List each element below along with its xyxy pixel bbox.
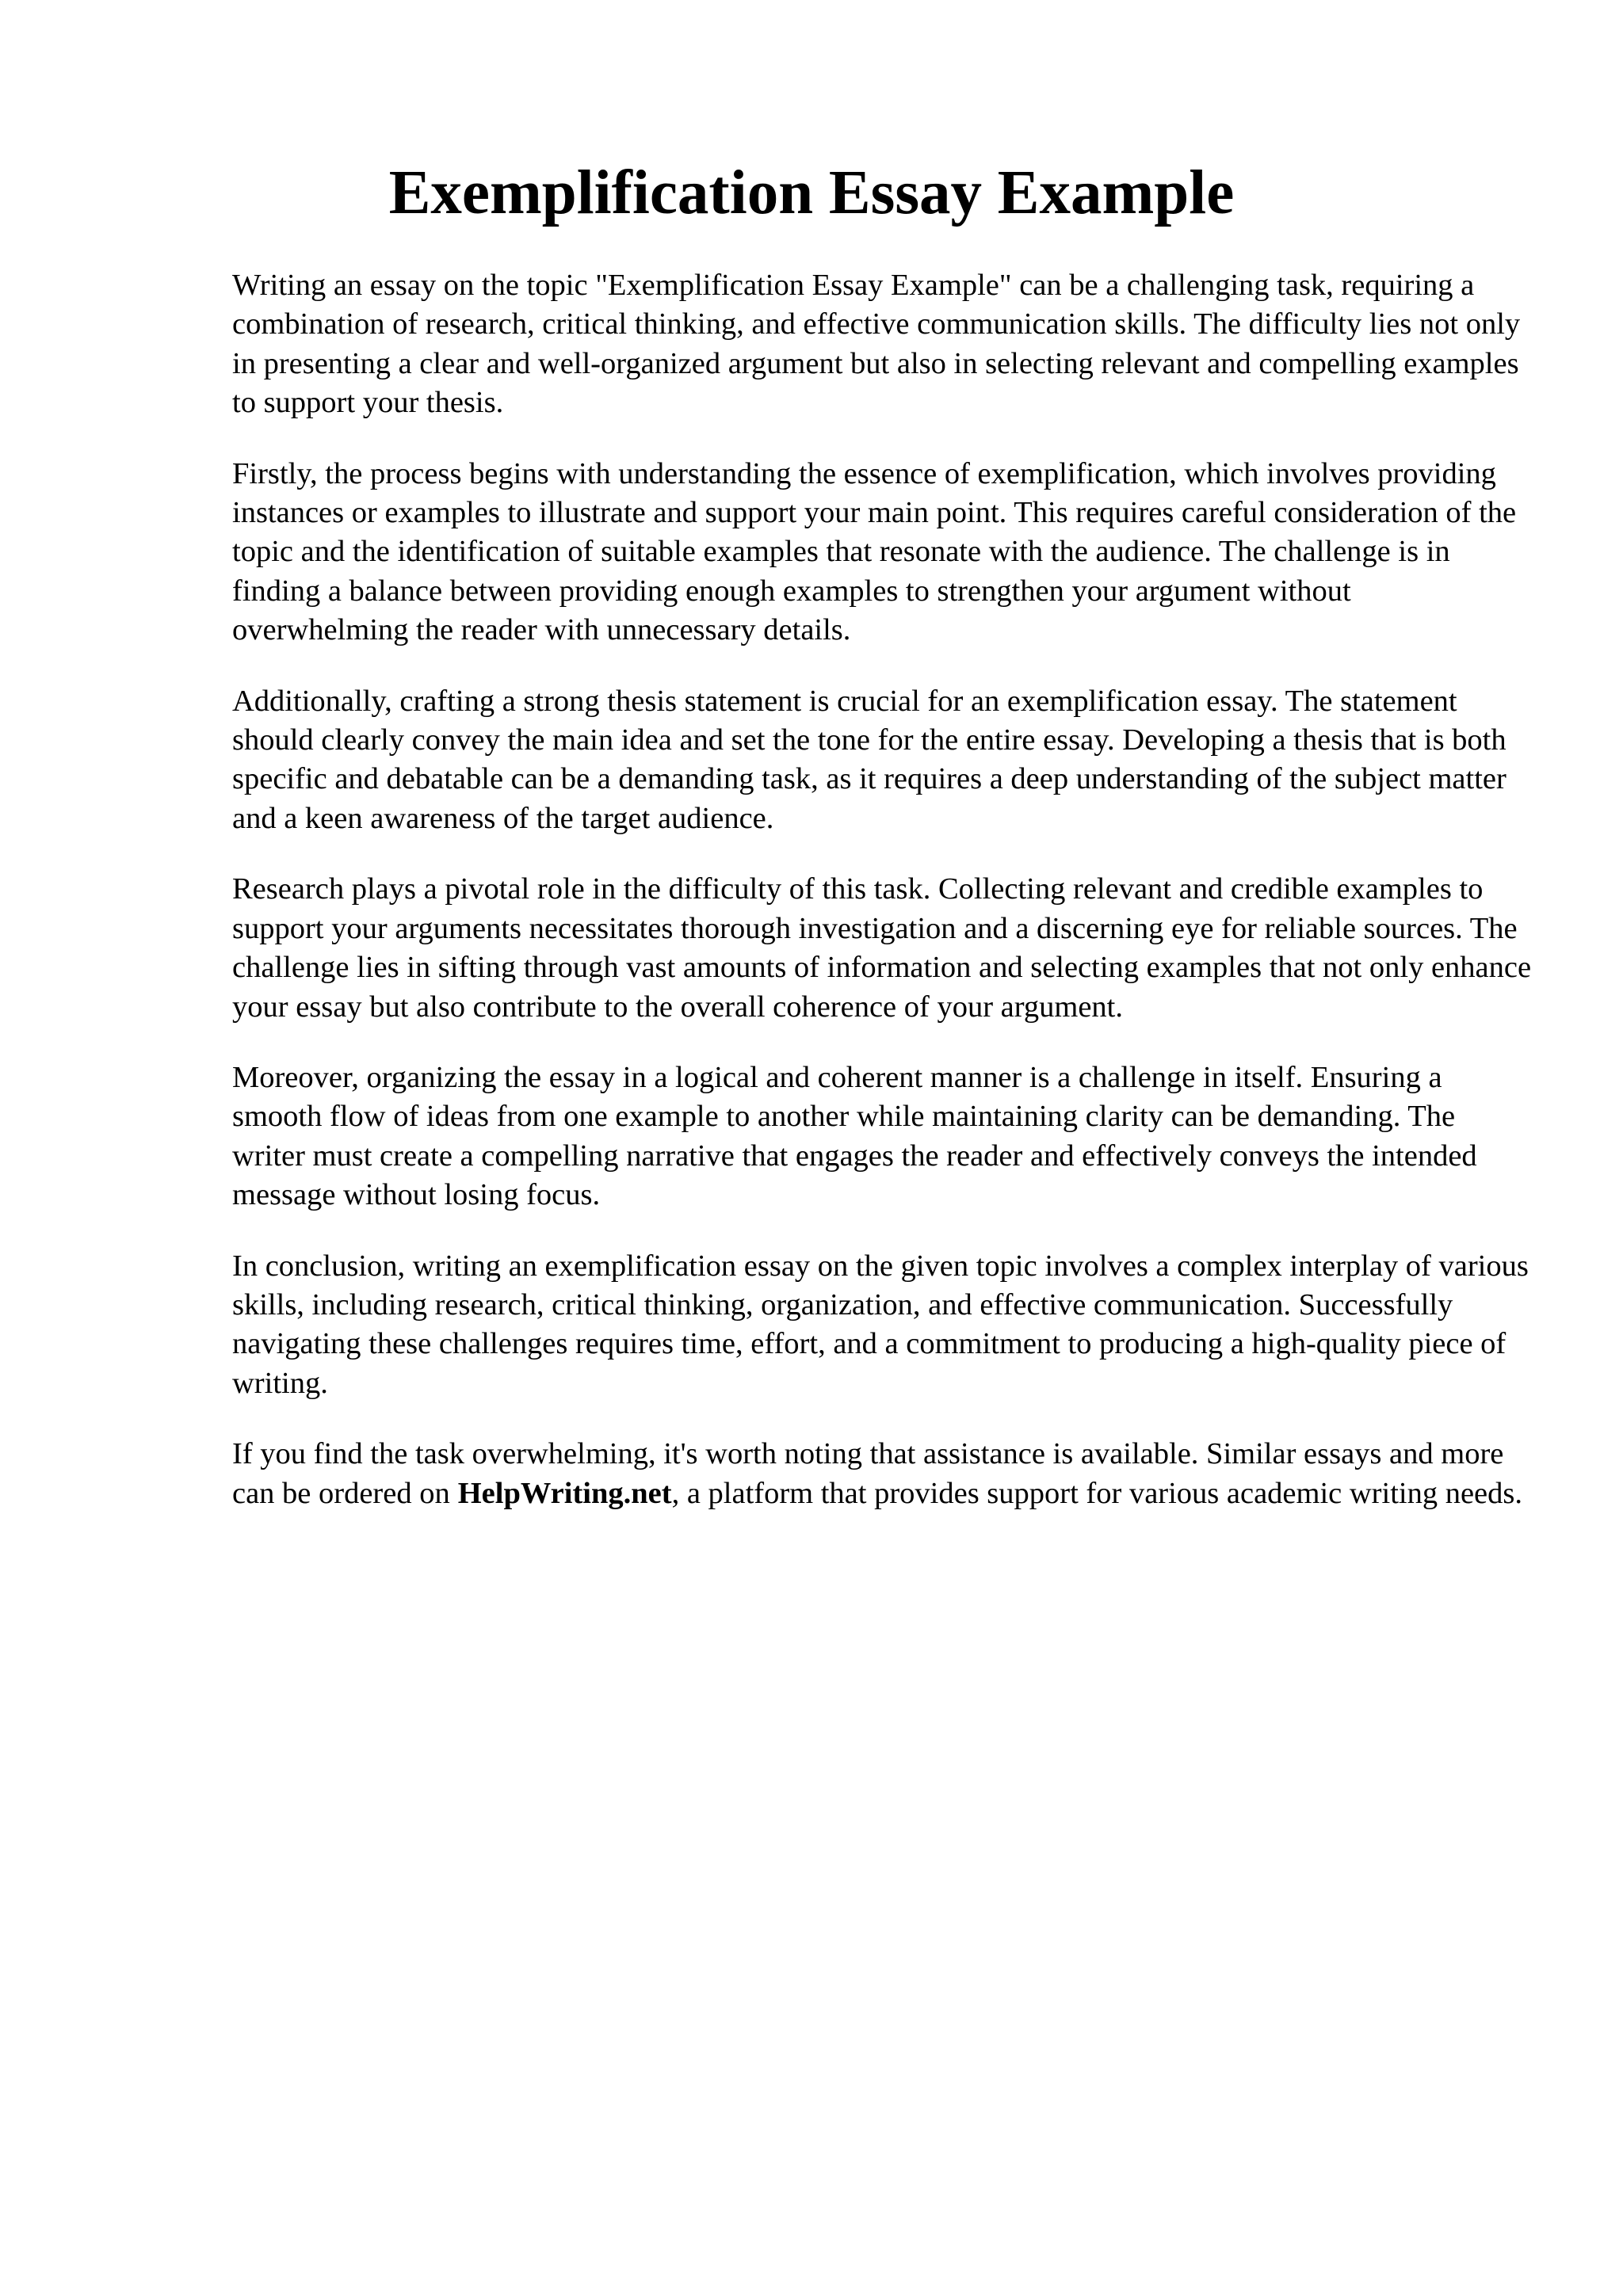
essay-body xyxy=(232,266,1532,1545)
paragraph-moreover: Moreover, organizing the essay in a logical and coherent manner is a challenge in itself. Ensuring a smooth flow of ideas from one example to another while maintaining clarity can be demanding. The writer must create a compelling narrative that engages the reader and effectively conveys the intended message without losing focus. xyxy=(232,1060,1477,1212)
paragraph-intro: Writing an essay on the topic "Exemplification Essay Example" can be a challenging task, requiring a combination of research, critical thinking, and effective communication skills. The difficulty lies not only in presenting a clear and well-organized argument but also in selecting relevant and compelling examples to support your thesis. xyxy=(232,269,1521,420)
paragraph-closing xyxy=(232,1435,1532,1513)
helpwriting-link[interactable]: HelpWriting.net xyxy=(457,1476,672,1510)
paragraph-firstly: Firstly, the process begins with understanding the essence of exemplification, which involves providing instances or examples to illustrate and support your main point. This requires careful consideration of the topic and the identification of suitable examples that resonate with the audience. The challenge is in finding a balance between providing enough examples to strengthen your argument without overwhelming the reader with unnecessary details. xyxy=(232,456,1517,647)
closing-text-before: If you find the task overwhelming, it's worth noting that assistance is available. Similar essays and more can be ordered on xyxy=(232,1437,1504,1510)
paragraph-additionally: Additionally, crafting a strong thesis statement is crucial for an exemplification essay. The statement should clearly convey the main idea and set the tone for the entire essay. Developing a thesis that is both specific and debatable can be a demanding task, as it requires a deep understanding of the subject matter and a keen awareness of the target audience. xyxy=(232,684,1507,835)
paragraph-research: Research plays a pivotal role in the difficulty of this task. Collecting relevant and credible examples to support your arguments necessitates thorough investigation and a discerning eye for reliable sources. The challenge lies in sifting through vast amounts of information and selecting examples that not only enhance your essay but also contribute to the overall coherence of your argument. xyxy=(232,872,1532,1024)
closing-text-after: , a platform that provides support for various academic writing needs. xyxy=(671,1476,1522,1510)
paragraph-conclusion: In conclusion, writing an exemplification essay on the given topic involves a complex interplay of various skills, including research, critical thinking, organization, and effective communication. Successfully navigating these challenges requires time, effort, and a commitment to producing a high-quality piece of writing. xyxy=(232,1249,1529,1400)
page-title: Exemplification Essay Example xyxy=(388,158,1235,227)
